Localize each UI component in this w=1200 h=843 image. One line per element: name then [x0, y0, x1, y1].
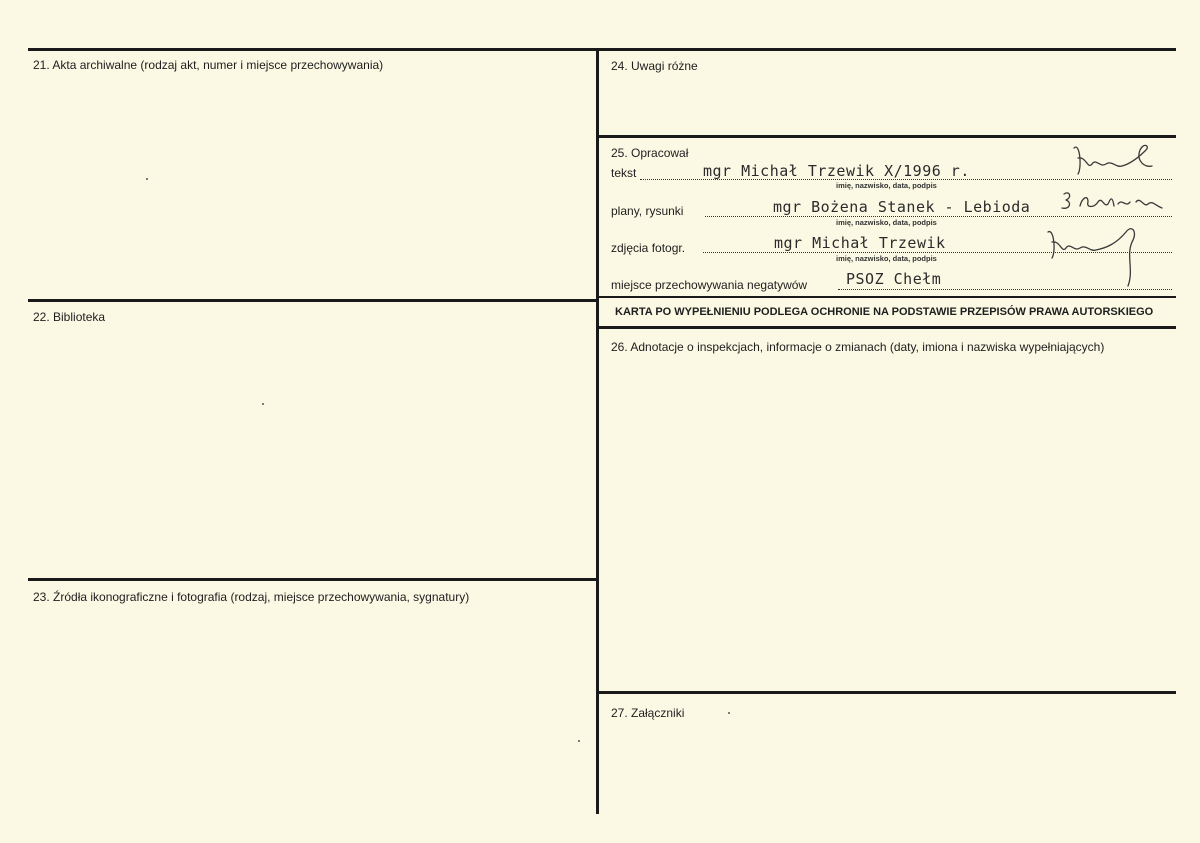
rule-26-27 [598, 691, 1176, 694]
signature-zdjecia [1040, 222, 1150, 290]
zdjecia-caption: imię, nazwisko, data, podpis [836, 254, 937, 263]
section-26-title: 26. Adnotacje o inspekcjach, informacje o zmianach (daty, imiona i nazwiska wypełniających) [611, 340, 1105, 354]
tekst-label: tekst [611, 166, 637, 180]
speck [578, 740, 580, 742]
center-divider [596, 48, 599, 814]
top-rule [28, 48, 1176, 51]
copyright-notice: KARTA PO WYPEŁNIENIU PODLEGA OCHRONIE NA PODSTAWIE PRZEPISÓW PRAWA AUTORSKIEGO [615, 306, 1154, 318]
section-24-title: 24. Uwagi różne [611, 59, 698, 73]
rule-22-23 [28, 578, 598, 581]
speck [146, 178, 148, 180]
signature-tekst [1060, 138, 1160, 186]
section-23-title: 23. Źródła ikonograficzne i fotografia (rodzaj, miejsce przechowywania, sygnatury) [33, 590, 470, 604]
speck [728, 712, 730, 714]
section-21-title: 21. Akta archiwalne (rodzaj akt, numer i miejsce przechowywania) [33, 58, 384, 72]
plany-caption: imię, nazwisko, data, podpis [836, 218, 937, 227]
section-22-title: 22. Biblioteka [33, 310, 106, 324]
miejsce-value: PSOZ Chełm [846, 270, 942, 288]
rule-21-22 [28, 299, 598, 302]
zdjecia-label: zdjęcia fotogr. [611, 241, 686, 255]
tekst-value: mgr Michał Trzewik X/1996 r. [703, 162, 970, 180]
plany-label: plany, rysunki [611, 204, 684, 218]
speck [262, 403, 264, 405]
zdjecia-value: mgr Michał Trzewik [774, 234, 946, 252]
section-27-title: 27. Załączniki [611, 706, 685, 720]
section-25-title: 25. Opracował [611, 146, 689, 160]
rule-25-26 [598, 326, 1176, 329]
signature-plany [1058, 186, 1168, 220]
rule-notice-top [598, 296, 1176, 298]
plany-value: mgr Bożena Stanek - Lebioda [773, 198, 1031, 216]
tekst-caption: imię, nazwisko, data, podpis [836, 181, 937, 190]
miejsce-label: miejsce przechowywania negatywów [611, 278, 808, 292]
